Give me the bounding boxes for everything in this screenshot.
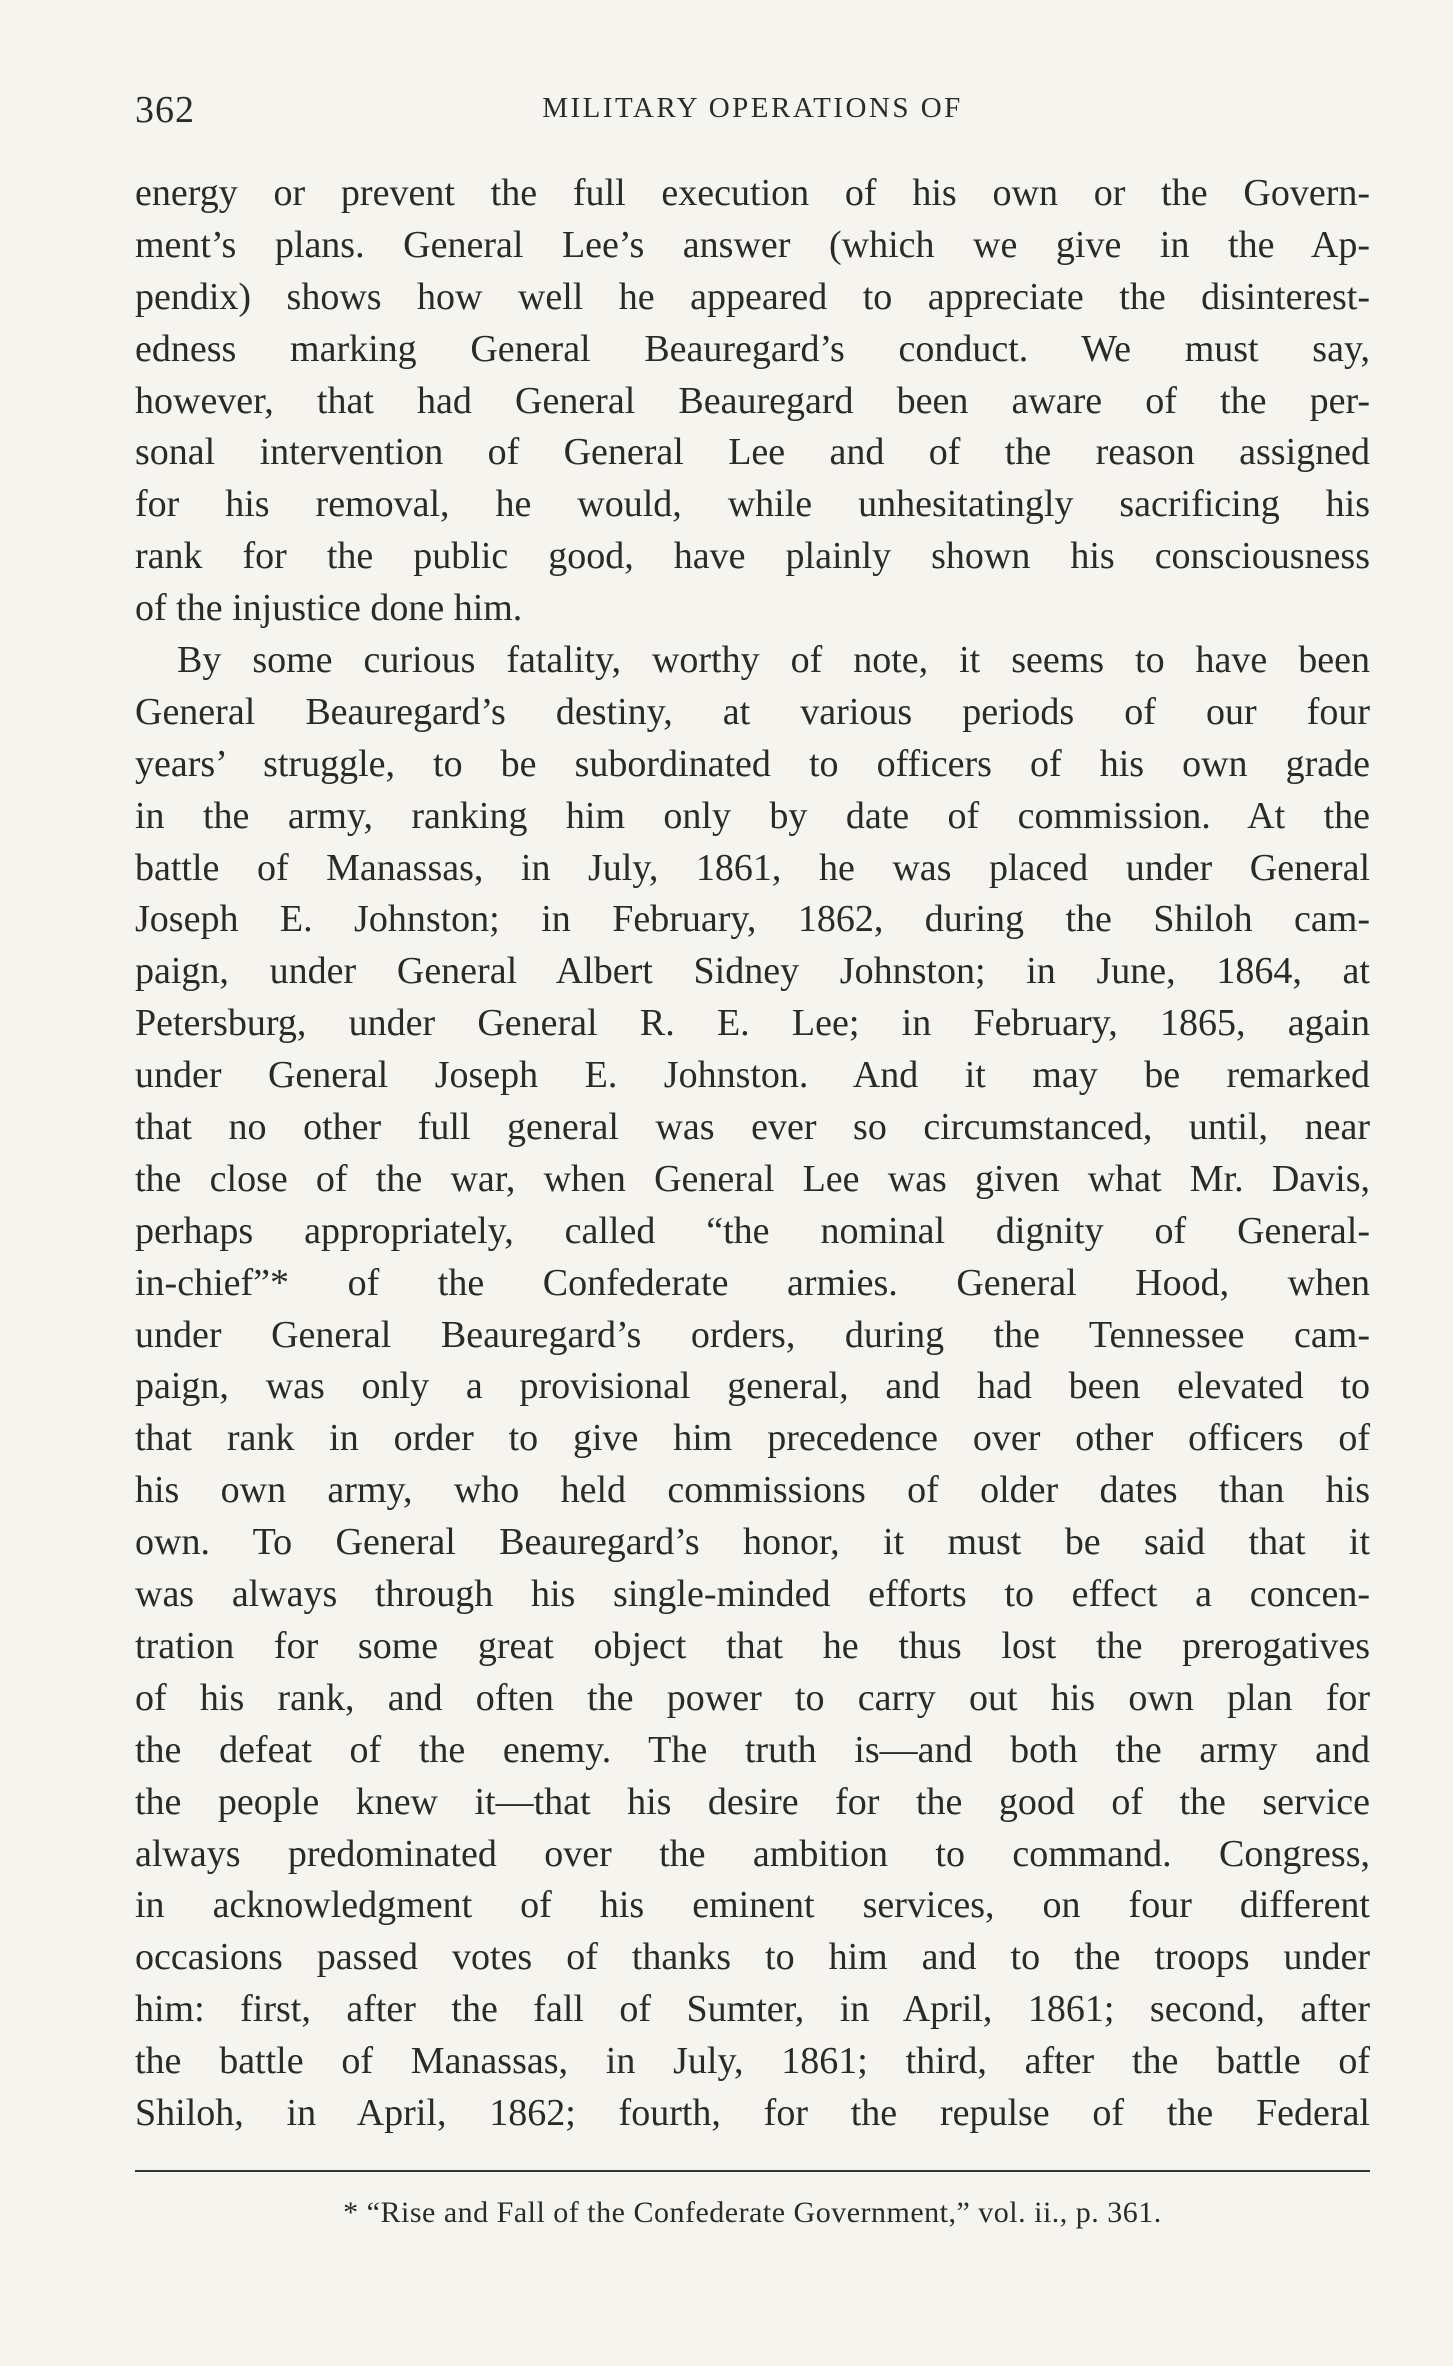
text-line: the close of the war, when General Lee was given what Mr. Davis, <box>135 1157 1370 1200</box>
text-line: energy or prevent the full execution of his own or the Govern- <box>135 172 1370 214</box>
text-line: was always through his single-minded efforts to effect a concen- <box>135 1573 1370 1616</box>
running-title: MILITARY OPERATIONS OF <box>542 92 963 124</box>
text-line: the defeat of the enemy. The truth is—and both the army and <box>135 1728 1370 1771</box>
text-line: Shiloh, in April, 1862; fourth, for the repulse of the Federal <box>135 2091 1370 2134</box>
text-line: his own army, who held commissions of older dates than his <box>135 1469 1370 1512</box>
text-line: of the injustice done him. <box>135 587 523 630</box>
footnote-rule <box>135 2170 1370 2172</box>
text-line: occasions passed votes of thanks to him and to the troops under <box>135 1936 1370 1979</box>
text-line: for his removal, he would, while unhesitatingly sacrificing his <box>135 483 1370 526</box>
text-line: Petersburg, under General R. E. Lee; in February, 1865, again <box>135 1002 1370 1045</box>
text-line: own. To General Beauregard’s honor, it must be said that it <box>135 1521 1370 1564</box>
text-line: rank for the public good, have plainly shown his consciousness <box>135 535 1370 578</box>
page-number: 362 <box>135 89 195 131</box>
running-head <box>135 88 1370 138</box>
text-line: sonal intervention of General Lee and of the reason assigned <box>135 431 1370 474</box>
text-line: under General Joseph E. Johnston. And it may be remarked <box>135 1054 1370 1097</box>
text-line: in acknowledgment of his eminent services, on four different <box>135 1884 1370 1927</box>
text-line: in the army, ranking him only by date of commission. At the <box>135 794 1370 837</box>
text-line: tration for some great object that he thus lost the prerogatives <box>135 1624 1370 1667</box>
text-line: the people knew it—that his desire for the good of the service <box>135 1780 1370 1823</box>
text-line: him: first, after the fall of Sumter, in April, 1861; second, after <box>135 1988 1370 2031</box>
text-line: General Beauregard’s destiny, at various periods of our four <box>135 690 1370 733</box>
text-line: paign, was only a provisional general, and had been elevated to <box>135 1365 1370 1408</box>
text-line: of his rank, and often the power to carry out his own plan for <box>135 1676 1370 1719</box>
text-line: however, that had General Beauregard been aware of the per- <box>135 379 1370 422</box>
text-line: edness marking General Beauregard’s conduct. We must say, <box>135 327 1370 370</box>
text-line: ment’s plans. General Lee’s answer (which we give in the Ap- <box>135 223 1370 266</box>
text-line: in-chief”* of the Confederate armies. General Hood, when <box>135 1261 1370 1304</box>
text-line: under General Beauregard’s orders, during the Tennessee cam- <box>135 1313 1370 1356</box>
text-line: Joseph E. Johnston; in February, 1862, during the Shiloh cam- <box>135 898 1370 941</box>
text-line: battle of Manassas, in July, 1861, he was placed under General <box>135 846 1370 889</box>
text-line: the battle of Manassas, in July, 1861; third, after the battle of <box>135 2040 1370 2083</box>
text-line: pendix) shows how well he appeared to appreciate the disinterest- <box>135 275 1370 318</box>
text-line: years’ struggle, to be subordinated to officers of his own grade <box>135 742 1370 785</box>
body-text <box>135 168 1370 2140</box>
text-line: perhaps appropriately, called “the nominal dignity of General- <box>135 1209 1370 1252</box>
text-line: By some curious fatality, worthy of note, it seems to have been <box>177 639 1370 682</box>
text-line: that rank in order to give him precedence over other officers of <box>135 1417 1370 1460</box>
text-line: that no other full general was ever so circumstanced, until, near <box>135 1106 1370 1149</box>
footnote: * “Rise and Fall of the Confederate Government,” vol. ii., p. 361. <box>343 2196 1162 2229</box>
text-line: always predominated over the ambition to command. Congress, <box>135 1832 1370 1875</box>
text-line: paign, under General Albert Sidney Johnston; in June, 1864, at <box>135 950 1370 993</box>
